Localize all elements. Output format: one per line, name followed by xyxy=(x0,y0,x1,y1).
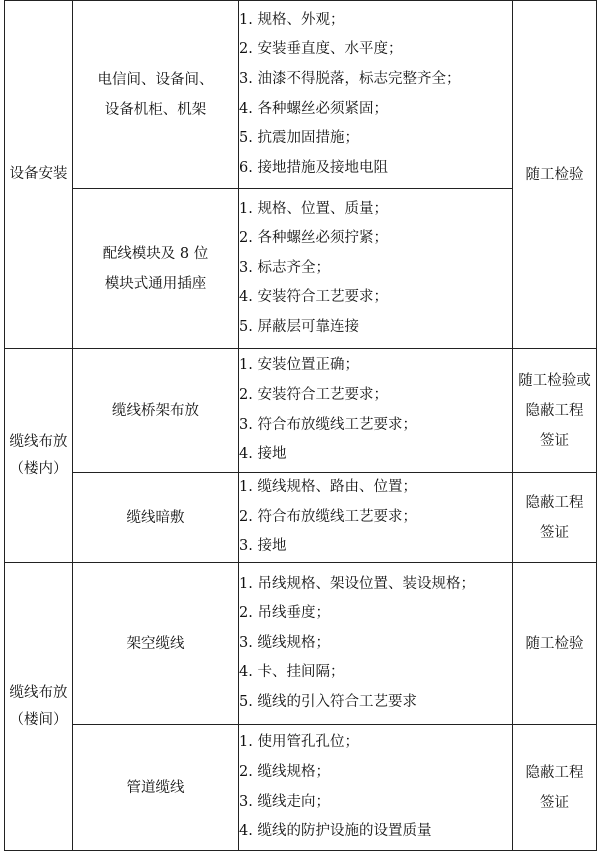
check-item: 2. 缆线规格； xyxy=(239,763,330,780)
table-row xyxy=(5,189,597,349)
item-text: 电信间、设备间、 xyxy=(97,71,214,88)
check-item: 1. 规格、位置、质量； xyxy=(239,200,388,217)
table-row xyxy=(5,1,597,189)
method-text: 随工检验 xyxy=(525,166,584,183)
item-cell xyxy=(73,473,239,563)
check-item: 5. 抗震加固措施； xyxy=(239,130,359,147)
category-cell xyxy=(5,1,73,349)
item-cell xyxy=(73,189,239,349)
category-cell xyxy=(5,563,73,851)
check-item: 3. 标志齐全； xyxy=(239,259,330,276)
check-item: 2. 安装符合工艺要求； xyxy=(239,386,388,403)
check-item: 5. 缆线的引入符合工艺要求 xyxy=(239,693,417,710)
check-item: 3. 缆线走向； xyxy=(239,793,330,810)
category-text: （楼内） xyxy=(9,460,68,477)
checks-cell xyxy=(239,189,513,349)
check-item: 3. 符合布放缆线工艺要求； xyxy=(239,416,417,433)
check-item: 6. 接地措施及接地电阻 xyxy=(239,159,388,176)
check-item: 3. 接地 xyxy=(239,538,287,555)
table-row xyxy=(5,725,597,851)
item-text: 设备机柜、机架 xyxy=(104,101,207,118)
check-item: 1. 安装位置正确； xyxy=(239,357,359,374)
table-row xyxy=(5,563,597,725)
method-cell xyxy=(513,349,597,473)
check-item: 4. 接地 xyxy=(239,446,287,463)
check-item: 1. 吊线规格、架设位置、装设规格； xyxy=(239,575,475,592)
check-list xyxy=(239,195,512,343)
table-row xyxy=(5,349,597,473)
method-text: 签证 xyxy=(540,794,569,811)
check-item: 2. 各种螺丝必须拧紧； xyxy=(239,230,388,247)
check-list xyxy=(239,351,512,469)
category-cell xyxy=(5,349,73,563)
method-cell xyxy=(513,725,597,851)
category-text: 缆线布放 xyxy=(9,433,68,450)
item-text: 管道缆线 xyxy=(126,779,185,796)
method-text: 隐蔽工程 xyxy=(525,494,584,511)
check-list xyxy=(239,728,512,846)
checks-cell xyxy=(239,349,513,473)
check-item: 2. 符合布放缆线工艺要求； xyxy=(239,508,417,525)
check-list xyxy=(239,473,512,562)
category-text: 缆线布放 xyxy=(9,684,68,701)
check-item: 4. 安装符合工艺要求； xyxy=(239,289,388,306)
checks-cell xyxy=(239,473,513,563)
check-item: 3. 油漆不得脱落，标志完整齐全； xyxy=(239,70,461,87)
checks-cell xyxy=(239,1,513,189)
checks-cell xyxy=(239,563,513,725)
check-item: 3. 缆线规格； xyxy=(239,634,330,651)
item-text: 缆线暗敷 xyxy=(126,509,185,526)
check-item: 4. 缆线的防护设施的设置质量 xyxy=(239,823,432,840)
inspection-table xyxy=(4,0,597,851)
method-cell xyxy=(513,473,597,563)
item-cell xyxy=(73,349,239,473)
method-cell xyxy=(513,563,597,725)
item-cell xyxy=(73,725,239,851)
item-text: 模块式通用插座 xyxy=(104,275,207,292)
method-text: 签证 xyxy=(540,524,569,541)
method-text: 随工检验或 xyxy=(518,372,591,389)
check-item: 4. 卡、挂间隔； xyxy=(239,664,345,681)
category-text: （楼间） xyxy=(9,711,68,728)
check-list xyxy=(239,6,512,184)
table-row xyxy=(5,473,597,563)
method-cell xyxy=(513,1,597,349)
method-text: 签证 xyxy=(540,432,569,449)
item-text: 配线模块及 8 位 xyxy=(102,245,209,262)
check-item: 1. 规格、外观； xyxy=(239,11,345,28)
check-item: 1. 使用管孔孔位； xyxy=(239,734,359,751)
check-item: 2. 吊线垂度； xyxy=(239,605,330,622)
checks-cell xyxy=(239,725,513,851)
check-list xyxy=(239,570,512,718)
method-text: 随工检验 xyxy=(525,635,584,652)
check-item: 5. 屏蔽层可靠连接 xyxy=(239,318,359,335)
item-cell xyxy=(73,563,239,725)
check-item: 2. 安装垂直度、水平度； xyxy=(239,41,403,58)
item-cell xyxy=(73,1,239,189)
method-text: 隐蔽工程 xyxy=(525,764,584,781)
category-text: 设备安装 xyxy=(9,166,68,182)
method-text: 隐蔽工程 xyxy=(525,402,584,419)
item-text: 架空缆线 xyxy=(126,635,185,652)
check-item: 1. 缆线规格、路由、位置； xyxy=(239,479,417,496)
check-item: 4. 各种螺丝必须紧固； xyxy=(239,100,388,117)
item-text: 缆线桥架布放 xyxy=(112,402,199,419)
